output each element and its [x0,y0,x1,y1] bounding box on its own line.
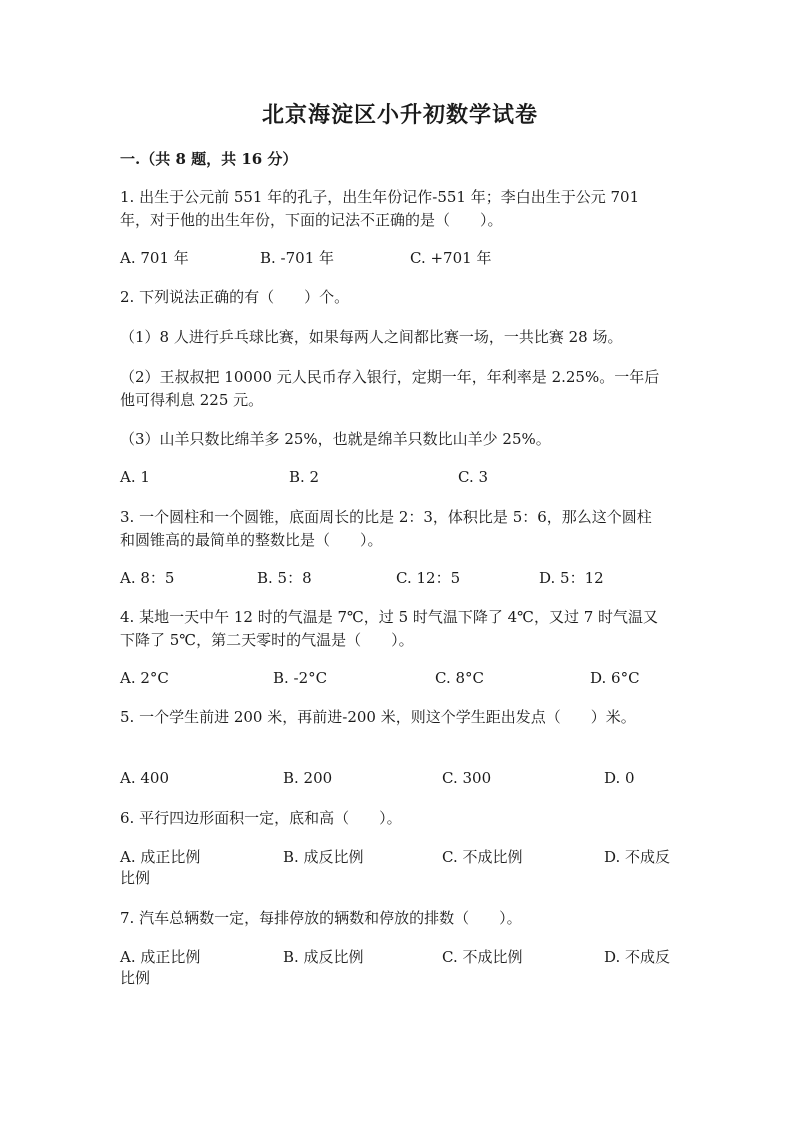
question-7-option-d-wrap: 比例 [120,969,151,987]
question-4-text-line-2: 下降了 5℃，第二天零时的气温是（ ）。 [120,631,414,649]
question-1-text-line-1: 1. 出生于公元前 551 年的孔子，出生年份记作-551 年；李白出生于公元 701 [120,188,640,206]
question-6-option-d-wrap: 比例 [120,869,151,887]
question-4-option-d: D. 6°C [590,669,640,687]
question-4-option-a: A. 2°C [120,669,169,687]
question-7-option-b: B. 成反比例 [283,948,364,966]
section-heading: 一.（共 8 题，共 16 分） [120,150,298,168]
question-5-option-a: A. 400 [120,769,169,787]
question-5-option-c: C. 300 [442,769,492,787]
question-3-option-b: B. 5：8 [257,569,312,587]
question-3-text-line-2: 和圆锥高的最简单的整数比是（ ）。 [120,531,383,549]
question-7-option-a: A. 成正比例 [120,948,201,966]
question-2-option-a: A. 1 [120,468,150,486]
question-2-statement-3: （3）山羊只数比绵羊多 25%，也就是绵羊只数比山羊少 25%。 [120,430,551,448]
question-4-option-b: B. -2°C [273,669,328,687]
question-4-option-c: C. 8°C [435,669,484,687]
page-title: 北京海淀区小升初数学试卷 [261,102,538,128]
question-5-option-b: B. 200 [283,769,333,787]
question-6-option-a: A. 成正比例 [120,848,201,866]
question-7-option-c: C. 不成比例 [442,948,523,966]
question-2-statement-2-line-1: （2）王叔叔把 10000 元人民币存入银行，定期一年，年利率是 2.25%。一年后 [120,368,660,386]
question-2-option-b: B. 2 [289,468,320,486]
question-1-option-a: A. 701 年 [120,249,189,267]
question-2-text: 2. 下列说法正确的有（ ）个。 [120,288,350,306]
question-1-text-line-2: 年，对于他的出生年份，下面的记法不正确的是（ ）。 [120,211,503,229]
question-2-option-c: C. 3 [458,468,489,486]
question-2-statement-2-line-2: 他可得利息 225 元。 [120,391,264,409]
question-4-text-line-1: 4. 某地一天中午 12 时的气温是 7℃，过 5 时气温下降了 4℃，又过 7 时气温又 [120,608,659,626]
question-7-text: 7. 汽车总辆数一定，每排停放的辆数和停放的排数（ ）。 [120,909,522,927]
question-3-option-d: D. 5：12 [539,569,604,587]
question-3-option-a: A. 8：5 [120,569,175,587]
question-3-text-line-1: 3. 一个圆柱和一个圆锥，底面周长的比是 2：3，体积比是 5：6，那么这个圆柱 [120,508,652,526]
question-6-option-c: C. 不成比例 [442,848,523,866]
question-1-option-c: C. +701 年 [410,249,492,267]
question-6-text: 6. 平行四边形面积一定，底和高（ ）。 [120,809,402,827]
question-2-statement-1: （1）8 人进行乒乓球比赛，如果每两人之间都比赛一场，一共比赛 28 场。 [120,328,623,346]
question-3-option-c: C. 12：5 [396,569,461,587]
question-1-option-b: B. -701 年 [260,249,335,267]
question-6-option-d: D. 不成反 [604,848,671,866]
question-5-option-d: D. 0 [604,769,635,787]
question-7-option-d: D. 不成反 [604,948,671,966]
question-5-text: 5. 一个学生前进 200 米，再前进-200 米，则这个学生距出发点（ ）米。 [120,708,636,726]
question-6-option-b: B. 成反比例 [283,848,364,866]
